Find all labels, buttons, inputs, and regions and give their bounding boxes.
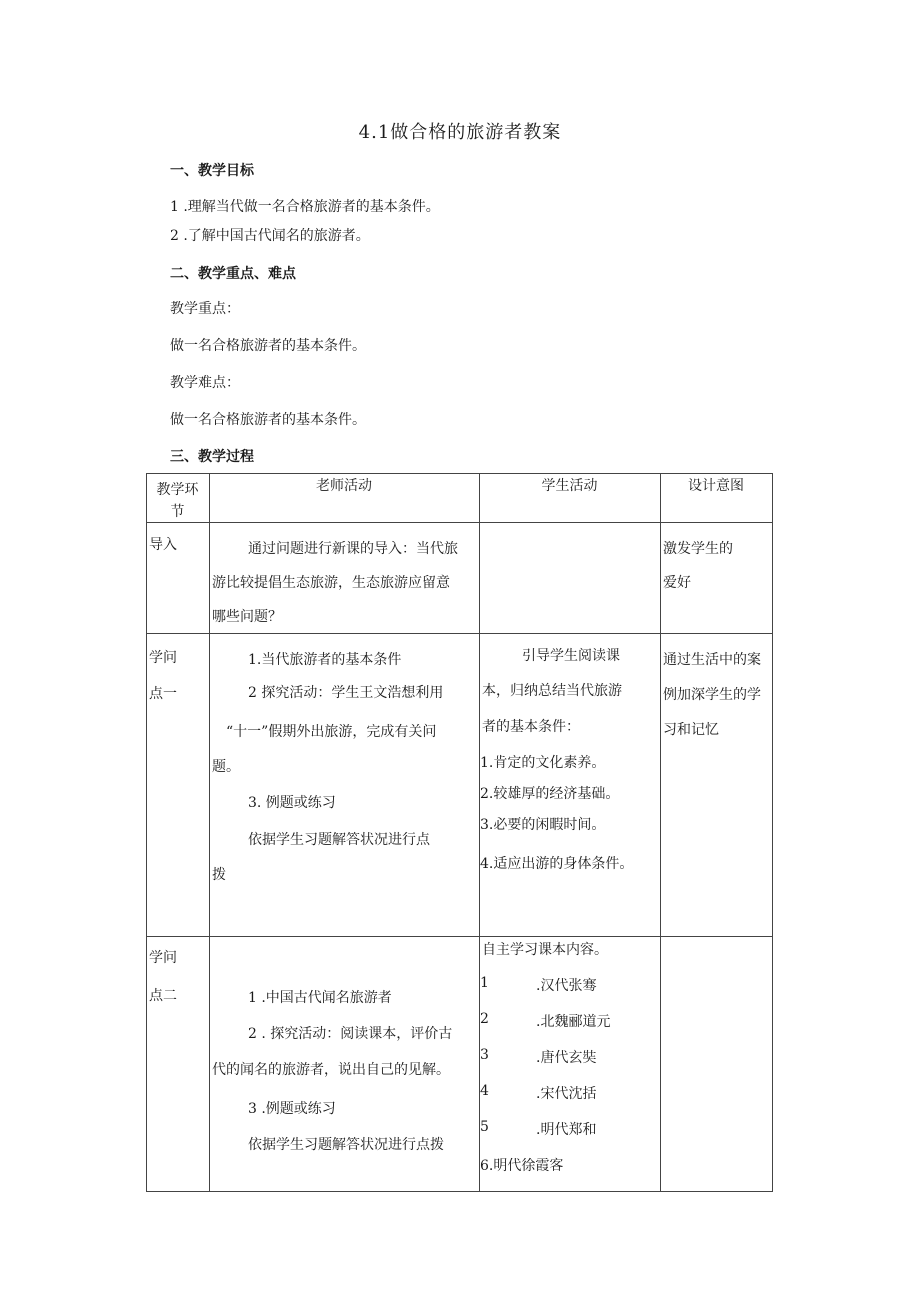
row2-stage-line1: 学问 <box>149 650 177 666</box>
header-stage-line2: 节 <box>170 504 185 520</box>
row2-student-line7: 4.适应出游的身体条件。 <box>480 856 634 872</box>
table-row-divider <box>146 522 773 523</box>
teaching-process-table <box>146 473 773 1192</box>
header-teacher: 老师活动 <box>316 478 372 494</box>
row3-stage-line1: 学问 <box>149 950 177 966</box>
row2-design-line3: 习和记忆 <box>663 722 719 738</box>
row3-student-intro: 自主学习课本内容。 <box>482 942 608 958</box>
row2-teacher-line5: 3. 例题或练习 <box>248 795 336 811</box>
row3-student-item-text: .宋代沈括 <box>536 1086 597 1102</box>
objective-item-2: 2 .了解中国古代闻名的旅游者。 <box>170 228 370 244</box>
row3-student-item-text: .汉代张骞 <box>536 978 597 994</box>
row3-student-item-text: .唐代玄奘 <box>536 1050 597 1066</box>
table-border-left <box>146 473 147 1192</box>
row3-teacher-line2: 2 . 探究活动：阅读课本，评价古 <box>248 1026 453 1042</box>
key-point-label: 教学重点： <box>170 301 240 317</box>
row1-design-line1: 激发学生的 <box>663 541 733 557</box>
row1-teacher-line1: 通过问题进行新课的导入：当代旅 <box>248 541 458 557</box>
row3-student-item-num: 1 <box>480 975 489 991</box>
row2-student-line5: 2.较雄厚的经济基础。 <box>480 786 620 802</box>
header-design: 设计意图 <box>688 478 744 494</box>
row3-student-item-num: 4 <box>480 1083 489 1099</box>
row2-teacher-line4: 题。 <box>212 759 240 775</box>
row2-teacher-line1: 1.当代旅游者的基本条件 <box>248 652 402 668</box>
header-stage-line1: 教学环 <box>156 482 199 498</box>
row3-stage-line2: 点二 <box>149 988 177 1004</box>
row2-teacher-line2: 2 探究活动：学生王文浩想利用 <box>248 685 444 701</box>
row2-teacher-line3: “十一”假期外出旅游，完成有关问 <box>226 724 437 740</box>
table-row-divider <box>146 633 773 634</box>
section-heading-process: 三、教学过程 <box>170 449 254 465</box>
row3-student-item-num: 2 <box>480 1011 489 1027</box>
difficulty-label: 教学难点： <box>170 375 240 391</box>
row3-teacher-line4: 3 .例题或练习 <box>248 1101 336 1117</box>
section-heading-key-points: 二、教学重点、难点 <box>170 266 296 282</box>
objective-item-1: 1 .理解当代做一名合格旅游者的基本条件。 <box>170 199 440 215</box>
row3-student-last: 6.明代徐霞客 <box>480 1158 564 1174</box>
row1-teacher-line2: 游比较提倡生态旅游，生态旅游应留意 <box>212 575 450 591</box>
page-title: 4.1做合格的旅游者教案 <box>358 122 562 143</box>
table-border-top <box>146 473 773 474</box>
table-col-divider <box>660 473 661 1192</box>
table-col-divider <box>209 473 210 1192</box>
row3-teacher-line3: 代的闻名的旅游者，说出自己的见解。 <box>212 1062 450 1078</box>
difficulty-text: 做一名合格旅游者的基本条件。 <box>170 412 366 428</box>
row3-student-item-num: 3 <box>480 1047 489 1063</box>
row2-stage-line2: 点一 <box>149 686 177 702</box>
row2-student-line2: 本，归纳总结当代旅游 <box>482 683 622 699</box>
row3-student-item-num: 5 <box>480 1119 489 1135</box>
section-heading-objectives: 一、教学目标 <box>170 163 254 179</box>
table-border-right <box>772 473 773 1192</box>
row3-teacher-line1: 1 .中国古代闻名旅游者 <box>248 990 392 1006</box>
row2-design-line1: 通过生活中的案 <box>663 652 761 668</box>
header-student: 学生活动 <box>541 478 598 494</box>
row2-design-line2: 例加深学生的学 <box>663 687 761 703</box>
table-border-bottom <box>146 1191 773 1192</box>
row3-student-item-text: .明代郑和 <box>536 1122 597 1138</box>
row1-teacher-line3: 哪些问题？ <box>212 609 282 625</box>
row2-teacher-line7: 拨 <box>212 867 226 883</box>
row2-student-line6: 3.必要的闲暇时间。 <box>480 817 606 833</box>
row1-stage: 导入 <box>149 537 177 553</box>
row2-student-line3: 者的基本条件： <box>482 719 580 735</box>
table-row-divider <box>146 936 773 937</box>
row2-student-line1: 引导学生阅读课 <box>522 648 620 664</box>
row2-student-line4: 1.肯定的文化素养。 <box>480 755 606 771</box>
key-point-text: 做一名合格旅游者的基本条件。 <box>170 338 366 354</box>
row3-teacher-line5: 依据学生习题解答状况进行点拨 <box>248 1137 444 1153</box>
row3-student-item-text: .北魏郦道元 <box>536 1014 611 1030</box>
row1-design-line2: 爱好 <box>663 575 691 591</box>
row2-teacher-line6: 依据学生习题解答状况进行点 <box>248 832 430 848</box>
